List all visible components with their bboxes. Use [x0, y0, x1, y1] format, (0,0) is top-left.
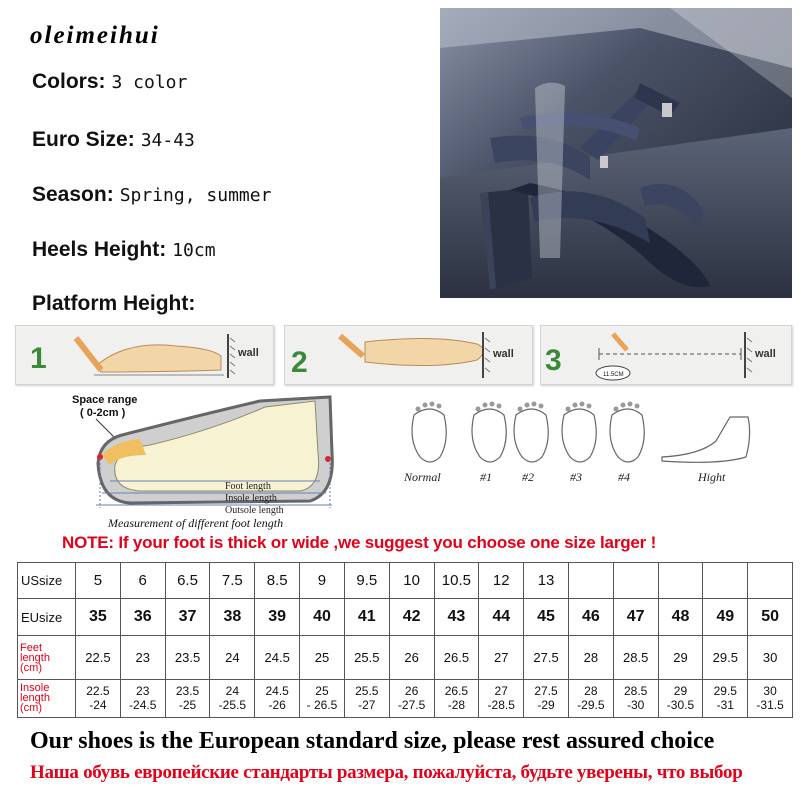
- russian-standard-note: Наша обувь европейские стандарты размера, пожалуйста, будьте уверены, что выбор: [30, 762, 743, 783]
- step-1-number: 1: [30, 342, 47, 375]
- insole-length-cell: 29.5 -31: [703, 679, 748, 717]
- outsole-length-label: Outsole length: [225, 505, 284, 516]
- feet-length-cell: 24: [210, 636, 255, 679]
- step-3-ruler-label: 11.5CM: [603, 372, 624, 378]
- us-size-cell: 5: [76, 563, 121, 599]
- eu-size-cell: 36: [120, 599, 165, 636]
- feet-length-cell: 28.5: [613, 636, 658, 679]
- us-size-cell: 13: [524, 563, 569, 599]
- feet-length-cell: 25: [300, 636, 345, 679]
- eu-size-cell: 50: [748, 599, 793, 636]
- measure-step-2: [284, 325, 533, 385]
- foot-types-diagram: [400, 395, 770, 495]
- step-3-wall-label: wall: [755, 348, 776, 360]
- us-size-cell: 10: [389, 563, 434, 599]
- foot-normal-icon: [412, 409, 446, 462]
- foot-2-icon: [514, 409, 548, 462]
- feet-length-label: [18, 636, 76, 679]
- foot-type-label-1: #1: [480, 470, 492, 484]
- step-1-illustration: [16, 326, 273, 384]
- space-range-value: ( 0-2cm ): [80, 407, 126, 419]
- spec-platform-height-label: Platform Height:: [32, 292, 196, 315]
- feet-length-cell: 26: [389, 636, 434, 679]
- eu-size-cell: 37: [165, 599, 210, 636]
- us-size-cell: 8.5: [255, 563, 300, 599]
- insole-length-cell: 27 -28.5: [479, 679, 524, 717]
- measure-step-3: [540, 325, 792, 385]
- us-size-cell: [703, 563, 748, 599]
- feet-length-cell: 30: [748, 636, 793, 679]
- measure-step-1: [15, 325, 274, 385]
- space-range-label: Space range: [72, 394, 138, 406]
- spec-euro-size-value: 34-43: [140, 130, 195, 151]
- feet-length-label-1: Feet: [20, 641, 43, 654]
- insole-length-cell: 30 -31.5: [748, 679, 793, 717]
- spec-colors: [32, 70, 187, 94]
- feet-length-cell: 28: [568, 636, 613, 679]
- us-size-label: USsize: [18, 563, 76, 599]
- us-size-cell: 6.5: [165, 563, 210, 599]
- insole-length-label-3: (cm): [20, 702, 42, 715]
- eu-size-cell: 46: [568, 599, 613, 636]
- insole-length-cell: 23.5 -25: [165, 679, 210, 717]
- eu-size-label: EUsize: [18, 599, 76, 636]
- insole-length-cell: 24 -25.5: [210, 679, 255, 717]
- european-standard-note: Our shoes is the European standard size, please rest assured choice: [30, 728, 715, 754]
- insole-length-label-2: length: [20, 692, 50, 705]
- size-chart-table: [17, 562, 793, 718]
- feet-length-label-3: (cm): [20, 661, 42, 674]
- spec-season-label: Season:: [32, 183, 114, 206]
- feet-length-cell: 22.5: [76, 636, 121, 679]
- insole-length-label: Insole length: [225, 493, 277, 504]
- us-size-cell: [613, 563, 658, 599]
- eu-size-cell: 35: [76, 599, 121, 636]
- step-3-number: 3: [545, 344, 562, 377]
- insole-length-cell: 28.5 -30: [613, 679, 658, 717]
- us-size-row: [18, 563, 793, 599]
- us-size-cell: 12: [479, 563, 524, 599]
- feet-length-cell: 25.5: [344, 636, 389, 679]
- foot-1-icon: [472, 409, 506, 462]
- eu-size-cell: 38: [210, 599, 255, 636]
- spec-heels-height-label: Heels Height:: [32, 238, 167, 261]
- eu-size-row: [18, 599, 793, 636]
- spec-heels-height: [32, 238, 216, 262]
- insole-length-cell: 24.5 -26: [255, 679, 300, 717]
- product-photo: [440, 8, 792, 298]
- feet-length-cell: 27.5: [524, 636, 569, 679]
- step-2-illustration: [285, 326, 532, 384]
- size-note: NOTE: If your foot is thick or wide ,we suggest you choose one size larger !: [62, 533, 657, 552]
- us-size-cell: 7.5: [210, 563, 255, 599]
- insole-length-label-1: Insole: [20, 682, 50, 695]
- eu-size-cell: 44: [479, 599, 524, 636]
- eu-size-cell: 47: [613, 599, 658, 636]
- foot-types-svg: [400, 395, 770, 495]
- insole-length-cell: 26.5 -28: [434, 679, 479, 717]
- spec-heels-height-value: 10cm: [172, 240, 216, 261]
- eu-size-cell: 45: [524, 599, 569, 636]
- step-1-wall-label: wall: [238, 347, 259, 359]
- spec-colors-label: Colors:: [32, 70, 106, 93]
- eu-size-cell: 43: [434, 599, 479, 636]
- eu-size-cell: 41: [344, 599, 389, 636]
- feet-length-cell: 26.5: [434, 636, 479, 679]
- foot-high-arch-icon: [662, 417, 750, 462]
- spec-euro-size-label: Euro Size:: [32, 128, 135, 151]
- foot-length-label: Foot length: [225, 481, 271, 492]
- insole-length-row: [18, 679, 793, 717]
- feet-length-label-2: length: [20, 651, 50, 664]
- insole-length-label: [18, 679, 76, 717]
- foot-3-icon: [562, 409, 596, 462]
- spec-season-value: Spring, summer: [119, 185, 272, 206]
- feet-length-cell: 23: [120, 636, 165, 679]
- us-size-cell: [748, 563, 793, 599]
- us-size-cell: 9.5: [344, 563, 389, 599]
- foot-type-label-2: #2: [522, 470, 534, 484]
- spec-season: [32, 183, 271, 207]
- insole-length-cell: 25 - 26.5: [300, 679, 345, 717]
- us-size-cell: 6: [120, 563, 165, 599]
- feet-length-cell: 27: [479, 636, 524, 679]
- insole-length-cell: 27.5 -29: [524, 679, 569, 717]
- eu-size-cell: 40: [300, 599, 345, 636]
- feet-length-cell: 29: [658, 636, 703, 679]
- us-size-cell: [568, 563, 613, 599]
- step-2-number: 2: [291, 346, 308, 379]
- insole-length-cell: 28 -29.5: [568, 679, 613, 717]
- feet-length-row: [18, 636, 793, 679]
- foot-type-label-high: Hight: [698, 470, 726, 484]
- us-size-cell: 9: [300, 563, 345, 599]
- sandal-illustration: [440, 8, 792, 298]
- spec-euro-size: [32, 128, 195, 152]
- eu-size-cell: 39: [255, 599, 300, 636]
- us-size-cell: 10.5: [434, 563, 479, 599]
- eu-size-cell: 49: [703, 599, 748, 636]
- insole-length-cell: 26 -27.5: [389, 679, 434, 717]
- brand-logo: oleimeihui: [30, 22, 160, 49]
- foot-type-label-4: #4: [618, 470, 630, 484]
- foot-type-label-3: #3: [570, 470, 582, 484]
- step-3-illustration: [541, 326, 791, 384]
- eu-size-cell: 42: [389, 599, 434, 636]
- us-size-cell: [658, 563, 703, 599]
- foot-length-diagram: [60, 393, 360, 533]
- insole-length-cell: 25.5 -27: [344, 679, 389, 717]
- step-2-wall-label: wall: [493, 348, 514, 360]
- spec-platform-height: [32, 292, 201, 316]
- eu-size-cell: 48: [658, 599, 703, 636]
- feet-length-cell: 29.5: [703, 636, 748, 679]
- insole-length-cell: 29 -30.5: [658, 679, 703, 717]
- foot-length-svg: [60, 393, 360, 533]
- insole-length-cell: 23 -24.5: [120, 679, 165, 717]
- foot-diagram-caption: Measurement of different foot length: [108, 516, 284, 530]
- feet-length-cell: 23.5: [165, 636, 210, 679]
- insole-length-cell: 22.5 -24: [76, 679, 121, 717]
- foot-4-icon: [610, 409, 644, 462]
- foot-type-label-normal: Normal: [404, 470, 441, 484]
- feet-length-cell: 24.5: [255, 636, 300, 679]
- spec-colors-value: 3 color: [111, 72, 188, 93]
